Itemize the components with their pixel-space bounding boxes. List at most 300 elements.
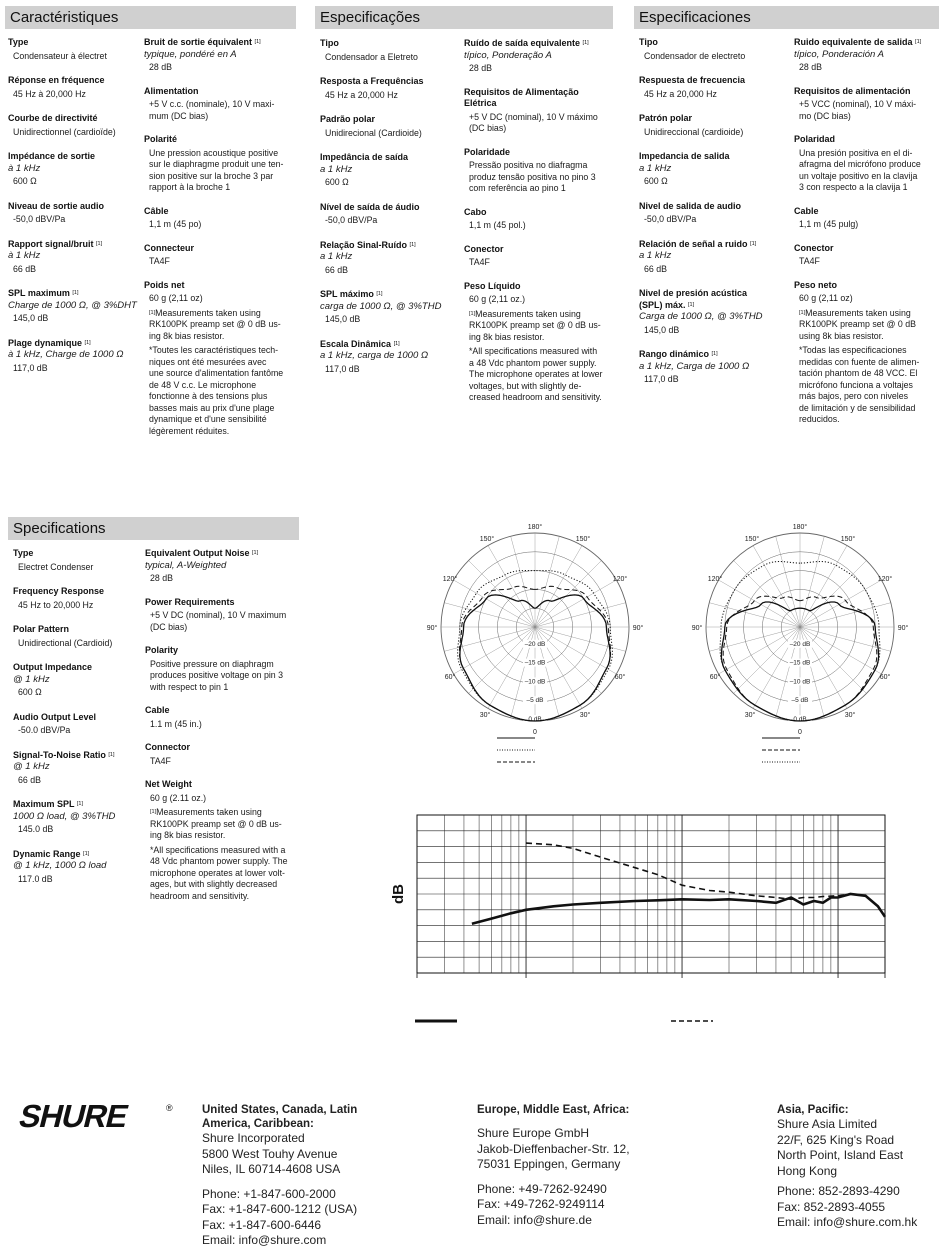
- company: Shure Incorporated: [202, 1131, 305, 1145]
- spec-value: 28 dB: [799, 62, 822, 72]
- polar-angle-label: 90°: [897, 625, 909, 632]
- spec-text: +5 V c.c. (nominale), 10 V maxi- mum (DC bias): [149, 99, 275, 121]
- polar-angle-label: 150°: [479, 536, 495, 543]
- polar-angle-label: 180°: [527, 524, 543, 531]
- spec-label: Câble: [144, 205, 169, 216]
- spec-value: 145,0 dB: [325, 314, 361, 324]
- spec-label: Type: [13, 548, 34, 558]
- spec-label: Escala Dinâmica [1]: [320, 338, 400, 349]
- spec-label: Relación de señal a ruido [1]: [639, 238, 757, 249]
- fax: Fax: +1-847-600-1212 (USA): [202, 1202, 358, 1216]
- spec-item: [639, 37, 787, 62]
- polar-ring-label: –5 dB: [526, 697, 544, 705]
- polar-spoke: [488, 546, 535, 627]
- section-title: Especificaciones: [634, 6, 939, 29]
- spec-item: [320, 339, 460, 376]
- spec-condition: @ 1 kHz: [13, 673, 50, 685]
- polar-spoke: [535, 536, 559, 627]
- street: Jakob-Dieffenbacher-Str. 12,: [477, 1141, 630, 1156]
- polar-spoke: [535, 627, 582, 708]
- spec-label: SPL máximo [1]: [320, 289, 383, 299]
- spec-value: 28 dB: [149, 62, 172, 72]
- spec-condition: a 1 kHz: [320, 163, 353, 175]
- spec-label: Nível de saída de áudio: [320, 201, 420, 212]
- polar-spoke: [800, 546, 847, 627]
- section-title: Specifications: [8, 517, 299, 540]
- spec-condition: à 1 kHz: [8, 162, 41, 174]
- spec-item: [8, 151, 140, 188]
- polar-angle-label: 90°: [632, 625, 644, 632]
- spec-value: 28 dB: [150, 573, 173, 583]
- spec-label: Type: [8, 37, 29, 47]
- spec-column: [145, 548, 310, 914]
- spec-column: [8, 37, 140, 387]
- fax: Fax: +49-7262-9249114: [477, 1197, 605, 1211]
- polar-spoke: [800, 561, 866, 627]
- spec-label: Peso neto: [794, 279, 838, 290]
- polar-plot-2: [685, 520, 915, 770]
- polar-spoke: [535, 603, 626, 627]
- spec-label: Impédance de sortie: [8, 151, 96, 161]
- spec-item: [145, 742, 310, 767]
- spec-item: [794, 206, 940, 231]
- spec-value: 45 Hz a 20,000 Hz: [325, 89, 398, 100]
- spec-value: 117,0 dB: [325, 363, 360, 374]
- spec-item: [320, 76, 460, 101]
- company: Shure Asia Limited: [777, 1117, 878, 1131]
- spec-item: [145, 548, 310, 585]
- polar-angle-label: 120°: [707, 576, 723, 583]
- spec-value: TA4F: [799, 256, 820, 266]
- spec-label: Dynamic Range [1]: [13, 848, 90, 859]
- spec-item: [145, 705, 310, 730]
- spec-label: Connecteur: [144, 242, 195, 253]
- spec-condition: típico, Ponderación A: [794, 48, 884, 60]
- spec-condition: Carga de 1000 Ω, @ 3%THD: [639, 311, 763, 322]
- city: 75031 Eppingen, Germany: [477, 1157, 621, 1171]
- spec-value: 45 Hz a 20,000 Hz: [644, 88, 717, 99]
- footnote-marker: [1]: [76, 801, 83, 807]
- footnote-marker: [1]: [96, 240, 103, 247]
- spec-item: [13, 849, 141, 886]
- spec-item: [144, 280, 299, 438]
- polar-spoke: [800, 536, 824, 627]
- phone: Phone: +1-847-600-2000: [202, 1186, 336, 1201]
- footnote-marker: [1]: [915, 39, 922, 45]
- footnote-marker: [1]: [409, 241, 416, 248]
- spec-value: 117,0 dB: [13, 362, 48, 373]
- spec-item: [464, 147, 624, 195]
- polar-spoke: [734, 561, 800, 627]
- polar-ring-label: –10 dB: [524, 678, 546, 686]
- address-europe: [477, 1103, 707, 1228]
- polar-angle-label: 180°: [792, 524, 808, 531]
- spec-value: 60 g (2,11 oz.): [469, 294, 526, 304]
- polar-angle-label: 60°: [444, 674, 456, 681]
- polar-angle-label: 30°: [744, 712, 756, 719]
- polar-ring-label: –20 dB: [789, 640, 811, 648]
- polar-plot-1: [420, 520, 650, 770]
- spec-label: Cable: [794, 205, 819, 216]
- address-heading: Asia, Pacific:: [777, 1104, 849, 1116]
- spec-item: [639, 151, 787, 188]
- polar-spoke: [535, 546, 582, 627]
- footnote-marker: [1]: [582, 40, 589, 46]
- spec-value: Condensador de electreto: [644, 50, 746, 61]
- spec-item: [144, 134, 299, 194]
- spec-value: 1,1 m (45 pol.): [469, 220, 526, 230]
- polar-angle-label: 60°: [879, 674, 891, 681]
- polar-angle-label: 150°: [840, 536, 856, 543]
- polar-spoke: [800, 580, 881, 627]
- spec-label: Ruido equivalente de salida [1]: [794, 37, 922, 47]
- address-asia: [777, 1103, 947, 1231]
- polar-spoke: [535, 627, 626, 651]
- svg-text:SHURE: SHURE: [15, 1100, 132, 1132]
- frequency-response-chart: [375, 805, 895, 1030]
- polar-ring-label: –15 dB: [789, 659, 811, 667]
- footnote-marker: [1]: [711, 351, 718, 357]
- spec-label: Signal-To-Noise Ratio [1]: [13, 749, 115, 760]
- spec-item: [144, 243, 299, 268]
- spec-label: Output Impedance: [13, 662, 93, 672]
- spec-item: [639, 288, 787, 336]
- footnote-marker: [1]: [108, 751, 115, 758]
- spec-value: -50,0 dBV/Pa: [644, 214, 697, 224]
- spec-item: [794, 86, 940, 123]
- spec-text: +5 V DC (nominal), 10 V máximo (DC bias): [469, 111, 598, 133]
- spec-condition: Charge de 1000 Ω, @ 3%DHT: [8, 299, 137, 311]
- spec-value: 60 g (2,11 oz): [149, 293, 203, 303]
- spec-item: [13, 750, 141, 787]
- spec-value: Unidirectional (Cardioid): [18, 637, 113, 648]
- spec-label: Polaridade: [464, 146, 511, 157]
- polar-spoke: [444, 603, 535, 627]
- address-heading: Europe, Middle East, Africa:: [477, 1104, 630, 1116]
- spec-item: [320, 152, 460, 189]
- spec-label: Impedância de saída: [320, 152, 409, 162]
- polar-ring-label: –15 dB: [524, 659, 546, 667]
- spec-label: Nivel de salida de audio: [639, 200, 742, 211]
- footnote-text: [1]Measurements taken using RK100PK preamp set @ 0 dB us- ing 8k bias resistor.: [150, 807, 282, 840]
- spec-item: [794, 134, 940, 194]
- polar-angle-label: 90°: [426, 625, 438, 632]
- spec-label: Frequency Response: [13, 586, 105, 596]
- freq-series-dashed: [526, 843, 850, 899]
- spec-value: 66 dB: [18, 774, 41, 785]
- polar-ring-label: 0 dB: [528, 716, 542, 723]
- spec-item: [13, 548, 141, 573]
- spec-item: [144, 37, 299, 74]
- footnote-marker: [1]: [688, 301, 695, 308]
- spec-label: Requisitos de alimentación: [794, 85, 911, 96]
- polar-angle-label: 30°: [479, 712, 491, 719]
- polar-spoke: [776, 536, 800, 627]
- spec-item: [639, 113, 787, 138]
- spec-label: Cable: [145, 705, 170, 715]
- city: North Point, Island East: [777, 1148, 904, 1162]
- spec-item: [320, 38, 460, 63]
- spec-item: [144, 206, 299, 231]
- email: Email: info@shure.com: [202, 1233, 327, 1247]
- section-spanish: [634, 6, 939, 29]
- spec-value: 28 dB: [469, 63, 492, 73]
- spec-label: Audio Output Level: [13, 711, 96, 722]
- spec-condition: @ 1 kHz: [13, 761, 50, 772]
- spec-column: [144, 37, 299, 449]
- spec-label: Tipo: [639, 37, 658, 47]
- polar-spoke: [535, 561, 601, 627]
- spec-item: [320, 240, 460, 277]
- polar-angle-label: 120°: [877, 576, 893, 583]
- footnote-marker: [1]: [83, 850, 90, 857]
- spec-label: Resposta a Frequências: [320, 76, 424, 86]
- section-french: [5, 6, 296, 29]
- spec-item: [8, 288, 140, 325]
- spec-label: Net Weight: [145, 779, 192, 789]
- spec-value: -50,0 dBV/Pa: [13, 214, 66, 224]
- spec-item: [794, 37, 940, 74]
- spec-label: Polaridad: [794, 134, 836, 144]
- spec-text: Una presión positiva en el di- afragma del micrófono produce un voltaje positivo en la clavija 3 con respecto a la clavija 1: [799, 147, 921, 192]
- spec-label: Alimentation: [144, 85, 199, 96]
- spec-value: TA4F: [149, 256, 170, 266]
- spec-item: [639, 75, 787, 100]
- spec-column: [794, 37, 940, 438]
- spec-label: Réponse en fréquence: [8, 75, 105, 85]
- spec-label: Bruit de sortie équivalent [1]: [144, 37, 261, 47]
- spec-label: Tipo: [320, 38, 339, 48]
- spec-item: [639, 201, 787, 226]
- spec-item: [8, 201, 140, 226]
- address-us: [202, 1103, 432, 1249]
- spec-item: [145, 645, 310, 693]
- spec-value: Condensador a Eletreto: [325, 51, 418, 62]
- email: Email: info@shure.de: [477, 1212, 592, 1227]
- spec-column: [639, 37, 787, 399]
- spec-condition: typique, pondéré en A: [144, 48, 237, 60]
- spec-value: 66 dB: [13, 263, 36, 274]
- polar-ring-label: –20 dB: [524, 640, 546, 648]
- spec-condition: típico, Ponderação A: [464, 49, 552, 61]
- spec-label: Maximum SPL [1]: [13, 799, 83, 809]
- spec-value: 45 Hz to 20,000 Hz: [18, 599, 94, 610]
- spec-value: 1.1 m (45 in.): [150, 718, 202, 729]
- spec-text: Positive pressure on diaphragm produces positive voltage on pin 3 with respect to pin 1: [150, 658, 284, 692]
- footnote-marker: [1]: [72, 290, 79, 296]
- spec-label: Plage dynamique [1]: [8, 337, 91, 348]
- spec-item: [464, 244, 624, 269]
- spec-item: [464, 38, 624, 75]
- spec-item: [13, 662, 141, 699]
- footnote-text: [1]Measurements taken using RK100PK preamp set @ 0 dB using 8k bias resistor.: [799, 307, 916, 341]
- spec-label: Ruído de saída equivalente [1]: [464, 38, 589, 48]
- polar-ring-label: –10 dB: [789, 678, 811, 686]
- svg-text:®: ®: [166, 1103, 173, 1113]
- spec-label: Padrão polar: [320, 114, 376, 124]
- spec-value: 117,0 dB: [644, 374, 679, 384]
- spec-item: [8, 75, 140, 100]
- polar-ring-label: 0 dB: [793, 716, 807, 723]
- spec-label: Conector: [794, 242, 834, 253]
- spec-value: 145,0 dB: [644, 324, 680, 335]
- polar-angle-label: 120°: [612, 576, 628, 583]
- polar-angle-label: 0: [533, 729, 537, 736]
- polar-angle-label: 150°: [575, 536, 591, 543]
- spec-value: Unidireccional (cardioide): [644, 126, 744, 137]
- spec-text: Pressão positiva no diafragma produz tensão positiva no pino 3 com referência ao pino 1: [469, 160, 596, 193]
- specs-disclaimer: *All specifications measured with a 48 Vdc phantom power supply. The microphone operates at lower volt- ages, but with slightly decreased headroom and sensitivity.: [150, 844, 288, 901]
- spec-condition: a 1 kHz: [639, 250, 672, 261]
- spec-item: [464, 281, 624, 404]
- address-heading: United States, Canada, Latin America, Caribbean:: [202, 1104, 358, 1130]
- spec-label: Niveau de sortie audio: [8, 200, 105, 211]
- spec-label: Impedancia de salida: [639, 151, 730, 161]
- spec-item: [13, 712, 141, 737]
- spec-condition: a 1 kHz, carga de 1000 Ω: [320, 350, 429, 361]
- spec-text: +5 VCC (nominal), 10 V máxi- mo (DC bias): [799, 99, 917, 121]
- spec-item: [13, 586, 141, 611]
- polar-spoke: [719, 627, 800, 674]
- spec-value: 1,1 m (45 pulg): [799, 219, 859, 229]
- spec-value: 117.0 dB: [18, 873, 53, 884]
- section-portuguese: [315, 6, 613, 29]
- spec-column: [464, 38, 624, 416]
- spec-condition: à 1 kHz, Charge de 1000 Ω: [8, 349, 124, 360]
- city: Hong Kong: [777, 1163, 838, 1178]
- polar-spoke: [800, 627, 881, 674]
- spec-value: 66 dB: [325, 264, 348, 275]
- spec-label: Requisitos de Alimentação Elétrica: [464, 86, 579, 108]
- spec-label: Rapport signal/bruit [1]: [8, 238, 103, 249]
- section-title: Caractéristiques: [5, 6, 296, 29]
- spec-label: SPL maximum [1]: [8, 288, 79, 298]
- spec-item: [13, 799, 141, 836]
- polar-spoke: [753, 627, 800, 708]
- phone: Phone: +49-7262-92490: [477, 1181, 607, 1196]
- spec-value: Electret Condenser: [18, 561, 94, 572]
- spec-value: -50.0 dBV/Pa: [18, 725, 71, 735]
- phone: Phone: 852-2893-4290: [777, 1184, 900, 1198]
- spec-label: Polarity: [145, 645, 179, 655]
- spec-value: 600 Ω: [13, 176, 37, 186]
- polar-spoke: [709, 603, 800, 627]
- spec-item: [145, 597, 310, 634]
- spec-item: [639, 349, 787, 386]
- polar-spoke: [535, 627, 616, 674]
- spec-item: [794, 243, 940, 268]
- spec-condition: à 1 kHz: [8, 250, 41, 261]
- polar-angle-label: 30°: [579, 712, 591, 719]
- spec-label: Cabo: [464, 206, 487, 217]
- spec-item: [320, 114, 460, 139]
- fax: Fax: +1-847-600-6446: [202, 1217, 322, 1232]
- spec-item: [320, 202, 460, 227]
- spec-value: 600 Ω: [644, 176, 668, 186]
- polar-ring-label: –5 dB: [791, 697, 809, 705]
- spec-label: Polar Pattern: [13, 624, 70, 634]
- spec-value: 600 Ω: [325, 177, 349, 187]
- email: Email: info@shure.com.hk: [777, 1215, 918, 1229]
- spec-item: [8, 239, 140, 276]
- polar-angle-label: 30°: [844, 712, 856, 719]
- spec-value: TA4F: [469, 257, 490, 267]
- polar-spoke: [800, 627, 847, 708]
- spec-value: TA4F: [150, 755, 171, 766]
- polar-spoke: [719, 580, 800, 627]
- spec-text: Une pression acoustique positive sur le diaphragme produit une ten- sion positive sur la broche 3 par rapport à la broche 1: [149, 147, 284, 192]
- spec-item: [320, 289, 460, 326]
- specs-disclaimer: *All specifications measured with a 48 Vdc phantom power supply. The microphone operates at lower voltages, but with slightly de- creased headroom and sensitivity.: [469, 346, 603, 402]
- spec-condition: @ 1 kHz, 1000 Ω load: [13, 860, 107, 871]
- spec-item: [639, 239, 787, 276]
- spec-condition: a 1 kHz: [320, 251, 353, 262]
- spec-label: Relação Sinal-Ruído [1]: [320, 239, 416, 250]
- spec-item: [13, 624, 141, 649]
- spec-label: Courbe de directivité: [8, 113, 98, 123]
- spec-value: Condensateur à électret: [13, 50, 107, 61]
- spec-condition: carga de 1000 Ω, @ 3%THD: [320, 300, 442, 312]
- spec-text: +5 V DC (nominal), 10 V maximum (DC bias): [150, 610, 287, 632]
- spec-value: Unidirecional (Cardioide): [325, 127, 422, 138]
- fax: Fax: 852-2893-4055: [777, 1199, 886, 1214]
- footnote-text: [1]Measurements taken using RK100PK preamp set @ 0 dB us- ing 8k bias resistor.: [149, 307, 281, 341]
- street: 5800 West Touhy Avenue: [202, 1146, 338, 1161]
- spec-column: [13, 548, 141, 898]
- footnote-marker: [1]: [252, 550, 259, 556]
- spec-value: 145.0 dB: [18, 824, 54, 834]
- spec-item: [144, 86, 299, 123]
- footnote-text: [1]Measurements taken using RK100PK preamp set @ 0 dB us- ing 8k bias resistor.: [469, 308, 601, 342]
- polar-spoke: [488, 627, 535, 708]
- spec-condition: a 1 kHz, Carga de 1000 Ω: [639, 360, 750, 372]
- polar-angle-label: 120°: [442, 576, 458, 583]
- spec-value: 60 g (2.11 oz.): [150, 792, 207, 803]
- footnote-marker: [1]: [84, 339, 91, 346]
- footnote-marker: [1]: [254, 39, 261, 45]
- spec-item: [464, 87, 624, 135]
- spec-item: [145, 779, 310, 902]
- spec-label: Poids net: [144, 279, 185, 290]
- spec-label: Rango dinámico [1]: [639, 349, 718, 359]
- polar-spoke: [454, 627, 535, 674]
- spec-label: Connector: [145, 742, 190, 752]
- spec-condition: typical, A-Weighted: [145, 559, 227, 571]
- spec-label: Conector: [464, 243, 504, 254]
- spec-item: [8, 113, 140, 138]
- spec-condition: a 1 kHz: [639, 162, 672, 174]
- company: Shure Europe GmbH: [477, 1126, 590, 1140]
- footnote-marker: [1]: [393, 340, 400, 347]
- spec-value: 1,1 m (45 po): [149, 219, 202, 229]
- spec-value: Unidirectionnel (cardioïde): [13, 126, 116, 137]
- polar-spoke: [444, 627, 535, 651]
- polar-angle-label: 150°: [744, 536, 760, 543]
- specs-disclaimer: *Toutes les caractéristiques tech- niques ont été mesurées avec une source d'alimentation fantôme de 48 V c.c. Le microphone fonctionne à des tensions plus basses mais au prix d'une plage dynamique et d'une sensibilité légèrement réduites.: [149, 345, 284, 436]
- spec-column: [320, 38, 460, 388]
- shure-logo: [14, 1100, 179, 1137]
- specs-disclaimer: *Todas las especificaciones medidas con fuente de alimen- tación phantom de 48 VCC. El micrófono funciona a voltajes más bajos, pero con niveles de limitación y de sensibilidad reducidos.: [799, 345, 920, 424]
- polar-angle-label: 60°: [709, 674, 721, 681]
- spec-value: -50,0 dBV/Pa: [325, 215, 378, 225]
- freq-ylabel: dB: [390, 884, 407, 904]
- spec-value: 45 Hz à 20,000 Hz: [13, 88, 86, 99]
- spec-value: 60 g (2,11 oz): [799, 293, 853, 303]
- spec-item: [464, 207, 624, 232]
- section-english: [8, 517, 299, 540]
- polar-angle-label: 60°: [614, 674, 626, 681]
- spec-item: [8, 338, 140, 375]
